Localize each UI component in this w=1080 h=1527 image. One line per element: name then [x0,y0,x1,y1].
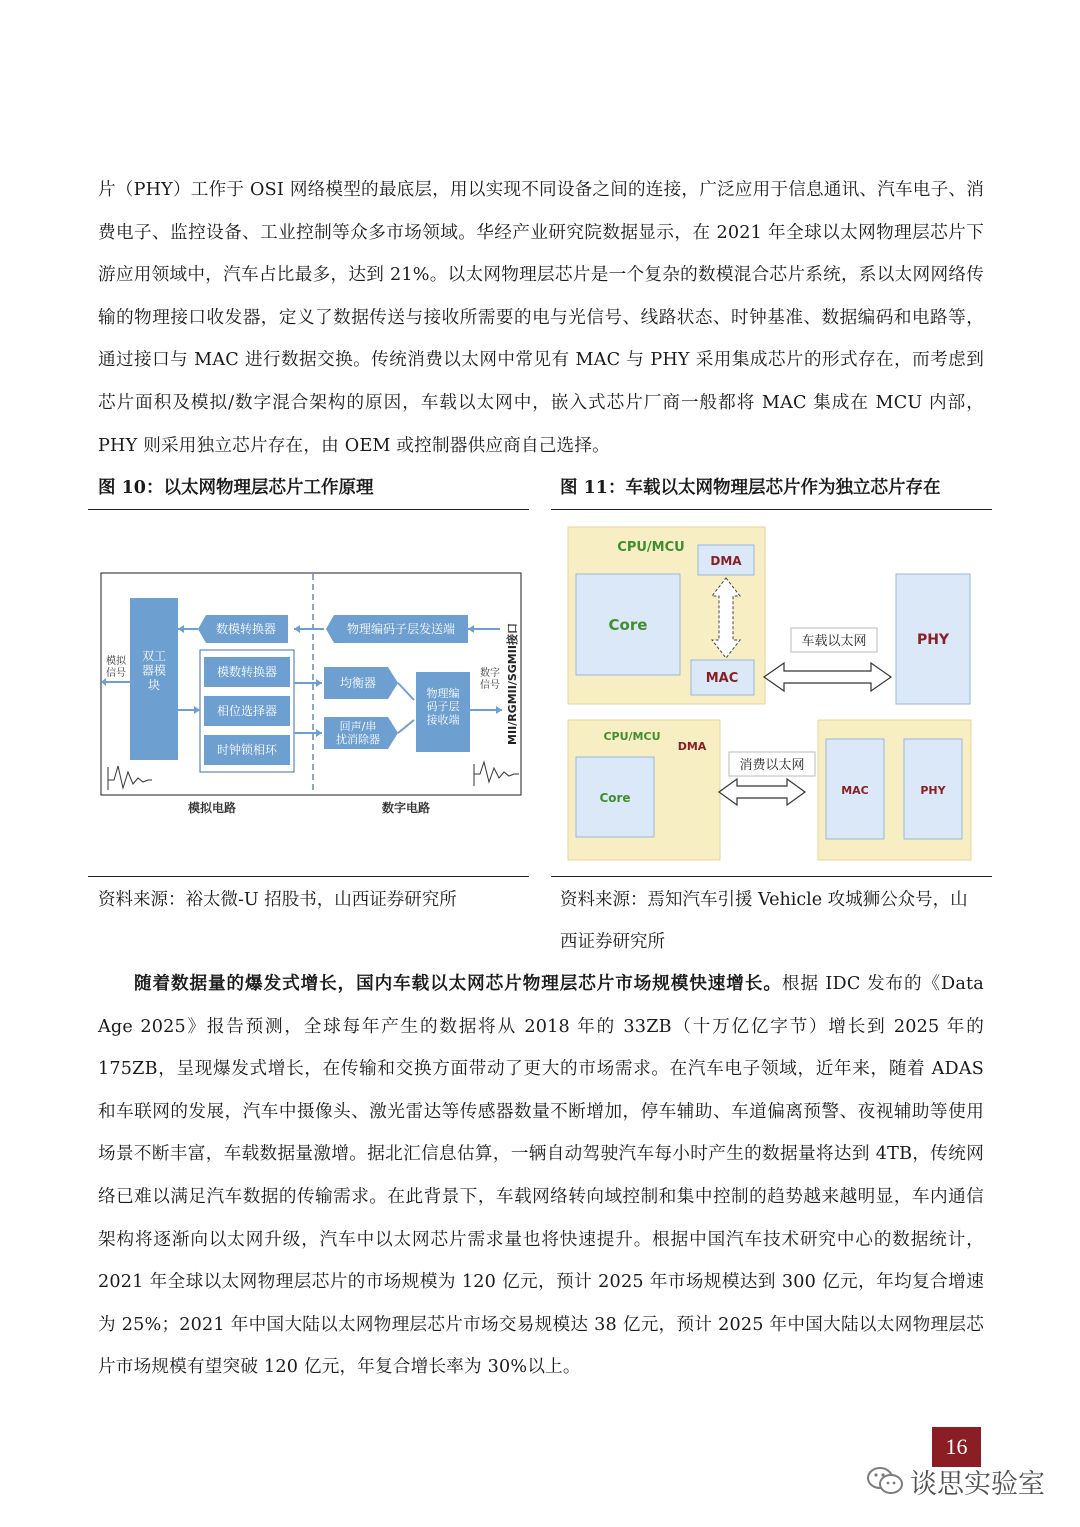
echo-canceller-label: 回声/串扰消除器 [336,720,380,747]
market-paragraph-lead: 随着数据量的爆发式增长，国内车载以太网芯片物理层芯片市场规模快速增长。 [134,973,782,994]
figure-10-diagram [88,512,529,867]
top-ethernet-arrow [764,663,891,691]
figure-10-caption: 图 10：以太网物理层芯片工作原理 [98,478,374,498]
consumer-ethernet-label: 消费以太网 [739,758,805,773]
figure-10-source: 资料来源：裕太微-U 招股书，山西证券研究所 [98,890,457,910]
dac-label: 数模转换器 [215,622,277,636]
page-number: 16 [932,1427,981,1467]
top-core-label: Core [608,616,648,634]
pcs-tx-label: 物理编码子层发送端 [346,622,456,636]
analog-circuit-label: 模拟电路 [187,801,237,815]
digital-circuit-label: 数字电路 [381,801,431,815]
bottom-mac-label: MAC [841,784,869,797]
intro-paragraph: 片（PHY）工作于 OSI 网络模型的最底层，用以实现不同设备之间的连接，广泛应用于信息通讯、汽车电子、消费电子、监控设备、工业控制等众多市场领域。华经产业研究院数据显示，在 2021 年全球以太网物理层芯片下游应用领域中，汽车占比最多，达到 21%。以太网物理层芯片是一个复杂的数模混合芯片系统，系以太网网络传输的物理接口收发器，定义了数据传送与接收所需要的电与光信号、线路状态、时钟基准、数据编码和电路等，通过接口与 MAC 进行数据交换。传统消费以太网中常见有 MAC 与 PHY 采用集成芯片的形式存在，而考虑到芯片面积及模拟/数字混合架构的原因，车载以太网中，嵌入式芯片厂商一般都将 MAC 集成在 MCU 内部，PHY 则采用独立芯片存在，由 OEM 或控制器供应商自己选择。 [98,180,984,456]
adc-label: 模数转换器 [216,665,278,679]
bottom-dma-label: DMA [677,740,707,753]
figure-11-bottom-rule [551,876,992,877]
duplexer-label: 双工器模块 [141,649,167,692]
pll-label: 时钟锁相环 [216,743,278,757]
figure-11-top-rule [551,509,992,510]
bottom-core-label: Core [599,791,631,805]
figure-10-top-rule [88,509,529,510]
wechat-icon [866,1465,904,1497]
bottom-ethernet-arrow [719,779,805,805]
market-paragraph-body: 根据 IDC 发布的《Data Age 2025》报告预测，全球每年产生的数据将从 2018 年的 33ZB（十万亿亿字节）增长到 2025 年的 175ZB，呈现爆发式增长，在传输和交换方面带动了更大的市场需求。在汽车电子领域，近年来，随着 ADAS 和车联网的发展，汽车中摄像头、激光雷达等传感器数量不断增加，停车辅助、车道偏离预警、夜视辅助等使用场景不断丰富，车载数据量激增。据北汇信息估算，一辆自动驾驶汽车每小时产生的数据量将达到 4TB，传统网络已难以满足汽车数据的传输需求。在此背景下，车载网络转向域控制和集中控制的趋势越来越明显，车内通信架构将逐渐向以太网升级，汽车中以太网芯片需求量也将快速提升。根据中国汽车技术研究中心的数据统计，2021 年全球以太网物理层芯片的市场规模为 120 亿元，预计 2025 年市场规模达到 300 亿元，年均复合增速为 25%；2021 年中国大陆以太网物理层芯片市场交易规模达 38 亿元，预计 2025 年中国大陆以太网物理层芯片市场规模有望突破 120 亿元，年复合增长率为 30%以上。 [98,974,984,1378]
automotive-ethernet-label: 车载以太网 [801,634,867,649]
bottom-phy-label: PHY [920,784,946,797]
top-dma-label: DMA [710,554,742,568]
figure-10-bottom-rule [88,876,529,877]
interface-label: MII/RGMII/SGMII接口 [506,623,519,745]
top-phy-label: PHY [916,632,950,648]
figure-11-caption: 图 11：车载以太网物理层芯片作为独立芯片存在 [560,478,941,498]
pcs-rx-label: 物理编码子层接收端 [426,687,460,727]
analog-signal-label: 模拟信号 [106,656,126,679]
top-cpu-label: CPU/MCU [617,540,685,555]
phase-selector-label: 相位选择器 [216,704,278,718]
digital-signal-label: 数字信号 [480,668,500,691]
watermark [866,1462,1045,1500]
market-paragraph [98,963,984,1389]
equalizer-label: 均衡器 [339,676,377,690]
figure-11-diagram [551,512,992,867]
figure-11-source: 资料来源：焉知汽车引援 Vehicle 攻城狮公众号，山西证券研究所 [560,890,968,952]
top-mac-label: MAC [705,671,739,686]
watermark-text: 谈思实验室 [910,1468,1045,1500]
bottom-cpu-label: CPU/MCU [603,730,661,743]
